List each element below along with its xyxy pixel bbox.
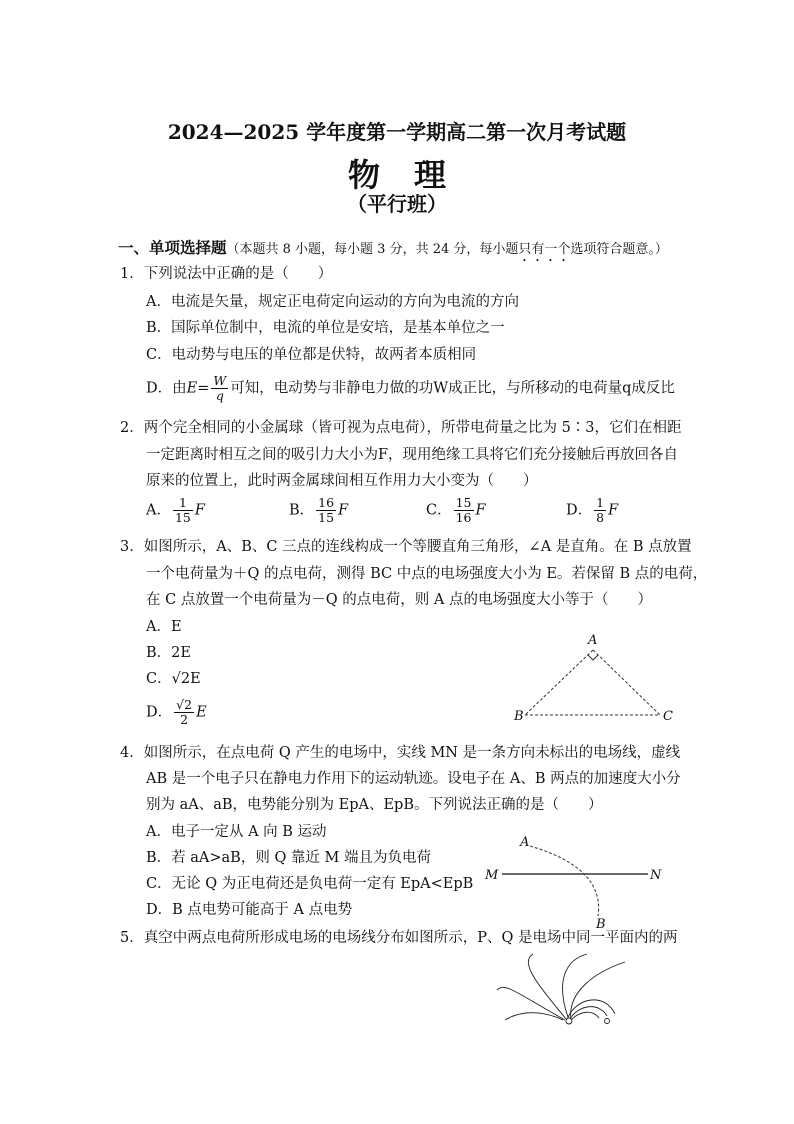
q2-option-d [566, 496, 618, 525]
q1-option-d [146, 374, 675, 403]
q3-d-den: 2 [180, 712, 189, 727]
q5-field-lines-figure [495, 952, 645, 1024]
q2-c-den: 16 [455, 510, 472, 525]
section-heading [118, 236, 668, 265]
q2-b-den: 15 [318, 510, 335, 525]
q1-d-fraction [211, 374, 228, 403]
q2-line-1: 2．两个完全相同的小金属球（皆可视为点电荷），所带电荷量之比为 5∶3，它们在相距 [120, 420, 682, 436]
q4-trajectory-ab [530, 846, 599, 916]
q5-field-line [497, 987, 565, 1020]
q3-option-a: A．E [146, 619, 182, 635]
q2-option-c [426, 496, 486, 525]
q5-charge-left [566, 1018, 572, 1024]
q2-c-label: C． [426, 502, 452, 519]
q2-a-num: 1 [173, 496, 193, 511]
q5-charge-right [605, 1019, 610, 1024]
q2-a-fraction [173, 496, 193, 525]
q3-d-num: √2 [176, 697, 193, 712]
q2-a-unit: F [194, 502, 205, 519]
q2-d-num: 1 [596, 495, 605, 510]
q2-b-num: 16 [318, 495, 335, 510]
q2-d-unit: F [608, 502, 619, 519]
q1-d-suffix: 可知，电动势与非静电力做的功W成正比，与所移动的电荷量q成反比 [230, 380, 675, 397]
q2-option-b [289, 496, 348, 525]
q3-option-b: B．2E [146, 645, 191, 661]
section-note-prefix: （本题共 8 小题，每小题 3 分，共 24 分，每小题 [226, 242, 519, 257]
q1-d-den: q [215, 388, 224, 403]
q4-label-m: M [485, 868, 499, 883]
q2-c-unit: F [475, 502, 486, 519]
q3-line-2: 一个电荷量为＋Q 的点电荷，测得 BC 中点的电场强度大小为 E。若保留 B 点的电荷， [146, 566, 708, 582]
q3-d-unit: E [196, 704, 207, 721]
section-note-suffix: 选项符合题意。） [570, 242, 668, 257]
q2-a-den: 15 [174, 510, 191, 525]
q1-option-b: B．国际单位制中，电流的单位是安培，是基本单位之一 [146, 320, 505, 336]
q3-c-label: C． [146, 671, 172, 687]
q4-label-b: B [596, 917, 606, 932]
q2-b-fraction [316, 496, 336, 525]
q3-option-d [146, 698, 207, 727]
q4-label-a: A [520, 835, 530, 850]
q3-label-a: A [588, 633, 598, 648]
section-title: 一、单项选择题 [118, 238, 227, 257]
q2-b-unit: F [338, 502, 349, 519]
q4-option-b: B．若 aA>aB，则 Q 靠近 M 端且为负电荷 [146, 850, 432, 866]
q3-label-b: B [514, 709, 524, 724]
exam-title: 2024—2025 学年度第一学期高二第一次月考试题 [167, 120, 627, 144]
q5-field-line [571, 962, 625, 1020]
q5-field-line [569, 1007, 607, 1020]
q3-triangle-figure [505, 628, 680, 728]
q4-line-1: 4．如图所示，在点电荷 Q 产生的电场中，实线 MN 是一条方向未标出的电场线，虚线 [120, 745, 681, 761]
q4-line-2: AB 是一个电子只在静电力作用下的运动轨迹。设电子在 A、B 两点的加速度大小分 [146, 771, 681, 787]
q4-field-figure [480, 828, 670, 930]
q1-d-num: W [213, 373, 227, 388]
q2-d-den: 8 [596, 510, 605, 525]
q2-line-2: 一定距离时相互之间的吸引力大小为F，现用绝缘工具将它们充分接触后再放回各自 [146, 447, 679, 463]
q1-stem: 1．下列说法中正确的是（ ） [120, 266, 333, 282]
q1-option-c: C．电动势与电压的单位都是伏特，故两者本质相同 [146, 347, 477, 363]
q4-option-d: D．B 点电势可能高于 A 点电势 [146, 902, 353, 918]
q3-c-value: √2E [171, 671, 201, 687]
q4-label-n: N [650, 868, 662, 883]
q4-option-a: A．电子一定从 A 向 B 运动 [146, 824, 327, 840]
q2-a-label: A． [146, 502, 171, 519]
q1-option-a: A．电流是矢量，规定正电荷定向运动的方向为电流的方向 [146, 294, 519, 310]
class-type: （平行班） [347, 192, 447, 216]
q5-line-1: 5．真空中两点电荷所形成电场的电场线分布如图所示，P、Q 是电场中同一平面内的两 [120, 930, 678, 946]
subject-title: 物理 [347, 156, 480, 194]
q4-option-c: C．无论 Q 为正电荷还是负电荷一定有 EpA<EpB [146, 876, 474, 892]
q3-d-label: D． [146, 704, 173, 721]
q2-d-label: D． [566, 502, 593, 519]
q3-edge-ac [593, 650, 660, 715]
q2-c-fraction [454, 496, 474, 525]
q2-c-num: 15 [455, 495, 472, 510]
q1-d-prefix: D．由 [146, 380, 187, 397]
q3-d-fraction [174, 698, 194, 727]
q3-right-angle-mark [588, 655, 598, 660]
q2-line-3: 原来的位置上，此时两金属球间相互作用力大小变为（ ） [146, 473, 538, 489]
q2-b-label: B． [289, 502, 315, 519]
q2-option-a [146, 496, 205, 525]
q1-d-eq: = [197, 380, 210, 397]
q2-d-fraction [594, 496, 606, 525]
q5-field-line [563, 954, 587, 1020]
q3-line-1: 3．如图所示，A、B、C 三点的连线构成一个等腰直角三角形，∠A 是直角。在 B 点放置 [120, 539, 692, 555]
q3-option-c [146, 669, 201, 689]
q3-line-3: 在 C 点放置一个电荷量为－Q 的点电荷，则 A 点的电场强度大小等于（ ） [146, 592, 652, 608]
section-note-emphasis: 只有一个 [518, 242, 571, 257]
q5-field-line [571, 1012, 599, 1020]
q3-edge-ab [525, 650, 593, 715]
q4-line-3: 别为 aA、aB，电势能分别为 EpA、EpB。下列说法正确的是（ ） [146, 797, 603, 813]
q1-d-lhs: E [186, 380, 198, 397]
q3-label-c: C [663, 709, 673, 724]
